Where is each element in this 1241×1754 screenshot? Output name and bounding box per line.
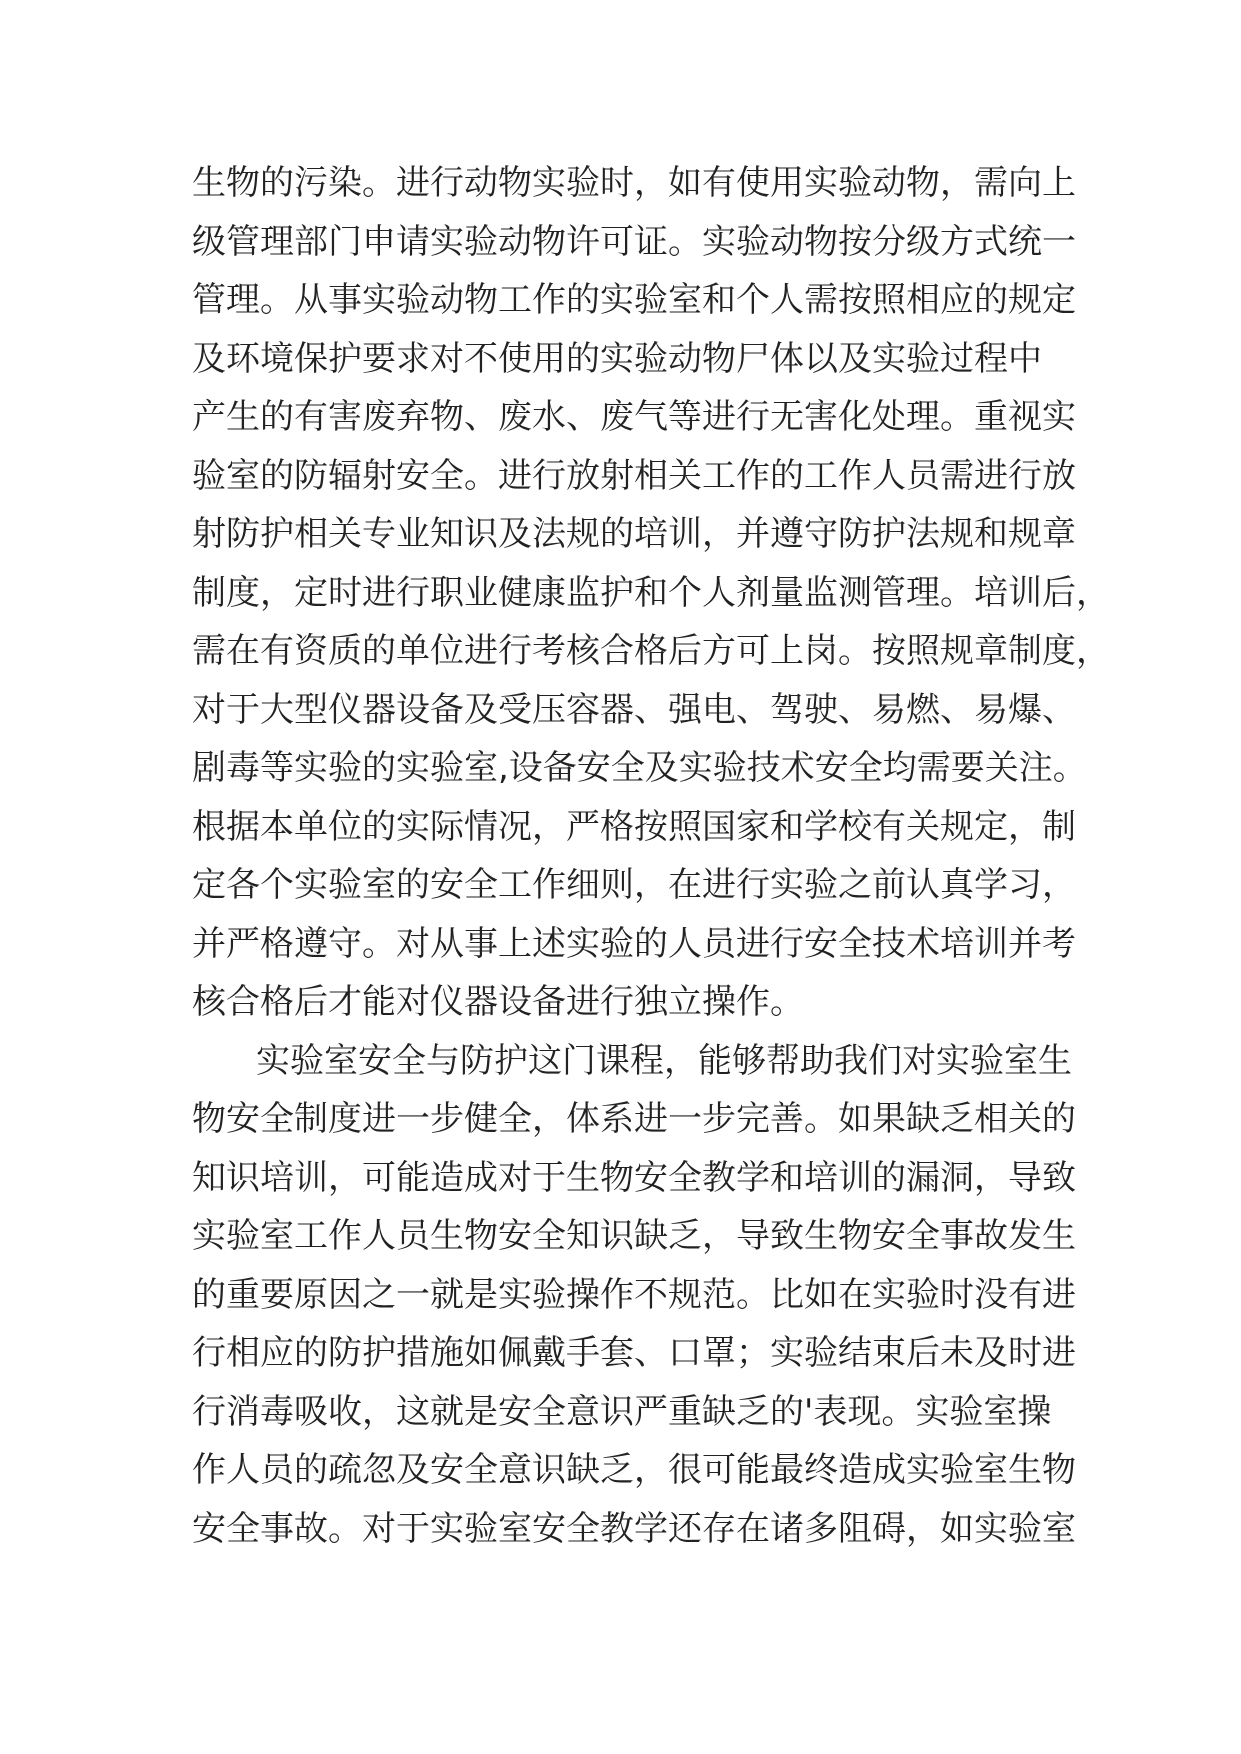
text-line: 剧毒等实验的实验室,设备安全及实验技术安全均需要关注。 (192, 748, 1087, 788)
text-line: 射防护相关专业知识及法规的培训，并遵守防护法规和规章 (192, 514, 1076, 554)
text-line: 的重要原因之一就是实验操作不规范。比如在实验时没有进 (192, 1274, 1076, 1315)
text-line: 作人员的疏忽及安全意识缺乏，很可能最终造成实验室生物 (192, 1450, 1076, 1490)
text-line: 及环境保护要求对不使用的实验动物尸体以及实验过程中 (192, 338, 1042, 379)
text-line: 定各个实验室的安全工作细则，在进行实验之前认真学习， (192, 865, 1076, 905)
text-line: 产生的有害废弃物、废水、废气等进行无害化处理。重视实 (192, 397, 1076, 437)
text-line: 验室的防辐射安全。进行放射相关工作的工作人员需进行放 (192, 455, 1076, 496)
text-line: 行消毒吸收，这就是安全意识严重缺乏的'表现。实验室操 (192, 1391, 1052, 1432)
text-line: 管理。从事实验动物工作的实验室和个人需按照相应的规定 (192, 280, 1076, 320)
text-line: 并严格遵守。对从事上述实验的人员进行安全技术培训并考 (192, 923, 1076, 964)
paragraph-start-line: 实验室安全与防护这门课程，能够帮助我们对实验室生 (256, 1040, 1072, 1081)
body-text (192, 154, 1110, 1558)
text-line: 制度，定时进行职业健康监护和个人剂量监测管理。培训后， (192, 572, 1110, 613)
text-line: 生物的污染。进行动物实验时，如有使用实验动物，需向上 (192, 163, 1076, 203)
text-line: 需在有资质的单位进行考核合格后方可上岗。按照规章制度， (192, 631, 1110, 671)
text-line: 行相应的防护措施如佩戴手套、口罩；实验结束后未及时进 (192, 1333, 1076, 1373)
text-line: 对于大型仪器设备及受压容器、强电、驾驶、易燃、易爆、 (192, 689, 1076, 730)
text-line: 安全事故。对于实验室安全教学还存在诸多阻碍，如实验室 (192, 1508, 1076, 1549)
text-line: 实验室工作人员生物安全知识缺乏，导致生物安全事故发生 (192, 1216, 1076, 1256)
text-line: 级管理部门申请实验动物许可证。实验动物按分级方式统一 (192, 221, 1076, 262)
text-line: 物安全制度进一步健全，体系进一步完善。如果缺乏相关的 (192, 1099, 1076, 1139)
text-line: 根据本单位的实际情况，严格按照国家和学校有关规定，制 (192, 806, 1076, 847)
text-line: 知识培训，可能造成对于生物安全教学和培训的漏洞，导致 (192, 1157, 1076, 1198)
text-line: 核合格后才能对仪器设备进行独立操作。 (192, 982, 804, 1022)
